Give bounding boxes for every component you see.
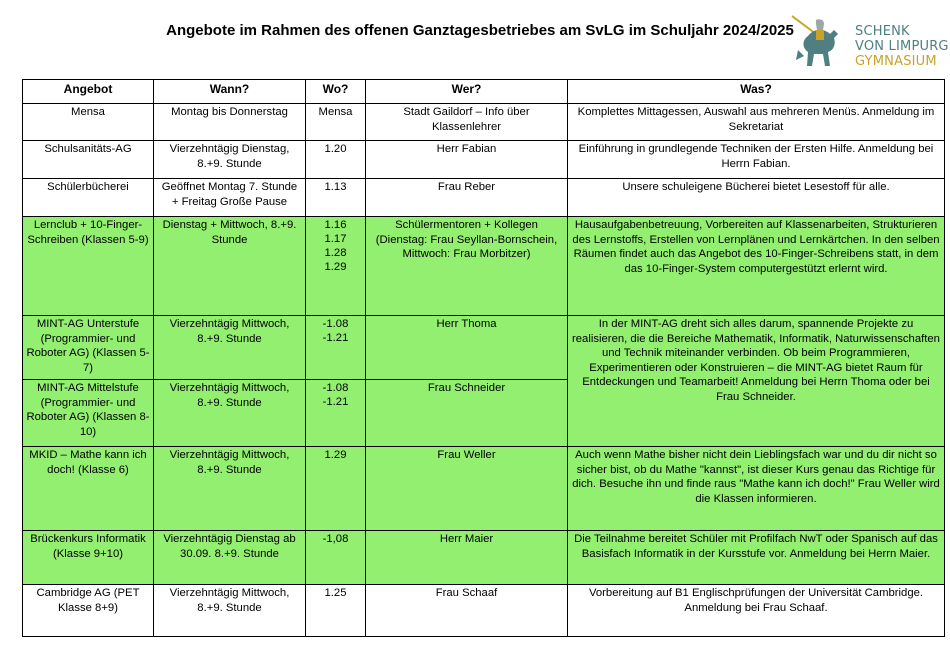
cell-wo bbox=[306, 380, 366, 447]
table-row bbox=[23, 104, 945, 141]
header-wann: Wann? bbox=[154, 80, 306, 104]
cell-angebot: Cambridge AG (PET Klasse 8+9) bbox=[23, 585, 154, 637]
table-row bbox=[23, 316, 945, 380]
cell-wer: Frau Weller bbox=[366, 447, 568, 531]
cell-was: Unsere schuleigene Bücherei bietet Lesestoff für alle. bbox=[568, 179, 945, 217]
cell-angebot: Brückenkurs Informatik (Klasse 9+10) bbox=[23, 531, 154, 585]
table-row bbox=[23, 179, 945, 217]
offers-table bbox=[22, 79, 945, 637]
cell-wer: Frau Schneider bbox=[366, 380, 568, 447]
cell-wer: Herr Fabian bbox=[366, 141, 568, 179]
cell-wo bbox=[306, 316, 366, 380]
cell-angebot: Mensa bbox=[23, 104, 154, 141]
cell-was: Auch wenn Mathe bisher nicht dein Lieblingsfach war und du dir nicht so sicher bist, ob du Mathe "kannst", ist dieser Kurs genau das Richtige für dich. Besuche ihn und finde raus "Mathe kann ich doch!" Frau Weller wird die Klassen informieren. bbox=[568, 447, 945, 531]
cell-wo: 1.29 bbox=[306, 447, 366, 531]
knight-on-horse-icon bbox=[790, 10, 852, 72]
room: 1.28 bbox=[324, 247, 347, 259]
logo-line-2: VON LIMPURG bbox=[855, 39, 949, 54]
school-logo bbox=[790, 10, 950, 72]
cell-wann: Vierzehntägig Dienstag, 8.+9. Stunde bbox=[154, 141, 306, 179]
cell-wann: Montag bis Donnerstag bbox=[154, 104, 306, 141]
room: 1.29 bbox=[324, 261, 347, 273]
cell-wann: Vierzehntägig Mittwoch, 8.+9. Stunde bbox=[154, 380, 306, 447]
room: -1.21 bbox=[322, 332, 349, 344]
room: -1.21 bbox=[322, 396, 349, 408]
cell-was: Die Teilnahme bereitet Schüler mit Profilfach NwT oder Spanisch auf das Basisfach Informatik in der Kursstufe vor. Anmeldung bei Herrn Maier. bbox=[568, 531, 945, 585]
cell-wo: Mensa bbox=[306, 104, 366, 141]
header-was: Was? bbox=[568, 80, 945, 104]
cell-wo: -1,08 bbox=[306, 531, 366, 585]
logo-line-3: GYMNASIUM bbox=[855, 54, 937, 69]
cell-wann: Geöffnet Montag 7. Stunde + Freitag Große Pause bbox=[154, 179, 306, 217]
cell-was: Hausaufgabenbetreuung, Vorbereiten auf Klassenarbeiten, Strukturieren des Lernstoffs, Erstellen von Lernplänen und Lernkärtchen. In den selben Räumen findet auch das Angebot des 10-Finger-Schreibens statt, in dem das 10-Finger-System computergestützt erlernt wird. bbox=[568, 217, 945, 316]
cell-angebot: MINT-AG Unterstufe (Programmier- und Roboter AG) (Klassen 5-7) bbox=[23, 316, 154, 380]
room: -1.08 bbox=[322, 318, 349, 330]
room: 1.17 bbox=[324, 233, 347, 245]
header-wo: Wo? bbox=[306, 80, 366, 104]
cell-was: Vorbereitung auf B1 Englischprüfungen der Universität Cambridge. Anmeldung bei Frau Schaaf. bbox=[568, 585, 945, 637]
table-row bbox=[23, 141, 945, 179]
room: 1.16 bbox=[324, 219, 347, 231]
cell-wer: Stadt Gaildorf – Info über Klassenlehrer bbox=[366, 104, 568, 141]
cell-was: Komplettes Mittagessen, Auswahl aus mehreren Menüs. Anmeldung im Sekretariat bbox=[568, 104, 945, 141]
cell-wann: Vierzehntägig Mittwoch, 8.+9. Stunde bbox=[154, 316, 306, 380]
cell-wer: Frau Reber bbox=[366, 179, 568, 217]
cell-wo: 1.13 bbox=[306, 179, 366, 217]
cell-angebot: MKID – Mathe kann ich doch! (Klasse 6) bbox=[23, 447, 154, 531]
cell-wann: Dienstag + Mittwoch, 8.+9. Stunde bbox=[154, 217, 306, 316]
cell-wer: Schülermentoren + Kollegen (Dienstag: Frau Seyllan-Bornschein, Mittwoch: Frau Morbitzer) bbox=[366, 217, 568, 316]
cell-wer: Herr Thoma bbox=[366, 316, 568, 380]
cell-wer: Frau Schaaf bbox=[366, 585, 568, 637]
header-wer: Wer? bbox=[366, 80, 568, 104]
logo-line-1: SCHENK bbox=[855, 24, 910, 39]
cell-was: Einführung in grundlegende Techniken der Ersten Hilfe. Anmeldung bei Herrn Fabian. bbox=[568, 141, 945, 179]
cell-angebot: MINT-AG Mittelstufe (Programmier- und Roboter AG) (Klassen 8-10) bbox=[23, 380, 154, 447]
cell-wo bbox=[306, 217, 366, 316]
cell-angebot: Schulsanitäts-AG bbox=[23, 141, 154, 179]
cell-angebot: Lernclub + 10-Finger-Schreiben (Klassen 5-9) bbox=[23, 217, 154, 316]
page-title: Angebote im Rahmen des offenen Ganztagesbetriebes am SvLG im Schuljahr 2024/2025 bbox=[166, 22, 794, 39]
cell-wann: Vierzehntägig Mittwoch, 8.+9. Stunde bbox=[154, 585, 306, 637]
room: -1.08 bbox=[322, 382, 349, 394]
table-row bbox=[23, 585, 945, 637]
cell-wer: Herr Maier bbox=[366, 531, 568, 585]
table-header-row bbox=[23, 80, 945, 104]
header-angebot: Angebot bbox=[23, 80, 154, 104]
cell-was: In der MINT-AG dreht sich alles darum, spannende Projekte zu realisieren, die die Bereiche Mathematik, Informatik, Naturwissenschaften und Technik miteinander verbinden. Ob beim Programmieren, Experimentieren oder Konstruieren – die MINT-AG bietet Raum für Entdeckungen und Teamarbeit! Anmeldung bei Herrn Thoma oder bei Frau Schneider. bbox=[568, 316, 945, 447]
cell-wo: 1.20 bbox=[306, 141, 366, 179]
cell-wo: 1.25 bbox=[306, 585, 366, 637]
table-row bbox=[23, 531, 945, 585]
cell-angebot: Schülerbücherei bbox=[23, 179, 154, 217]
table-row bbox=[23, 217, 945, 316]
table-row bbox=[23, 447, 945, 531]
cell-wann: Vierzehntägig Mittwoch, 8.+9. Stunde bbox=[154, 447, 306, 531]
cell-wann: Vierzehntägig Dienstag ab 30.09. 8.+9. Stunde bbox=[154, 531, 306, 585]
